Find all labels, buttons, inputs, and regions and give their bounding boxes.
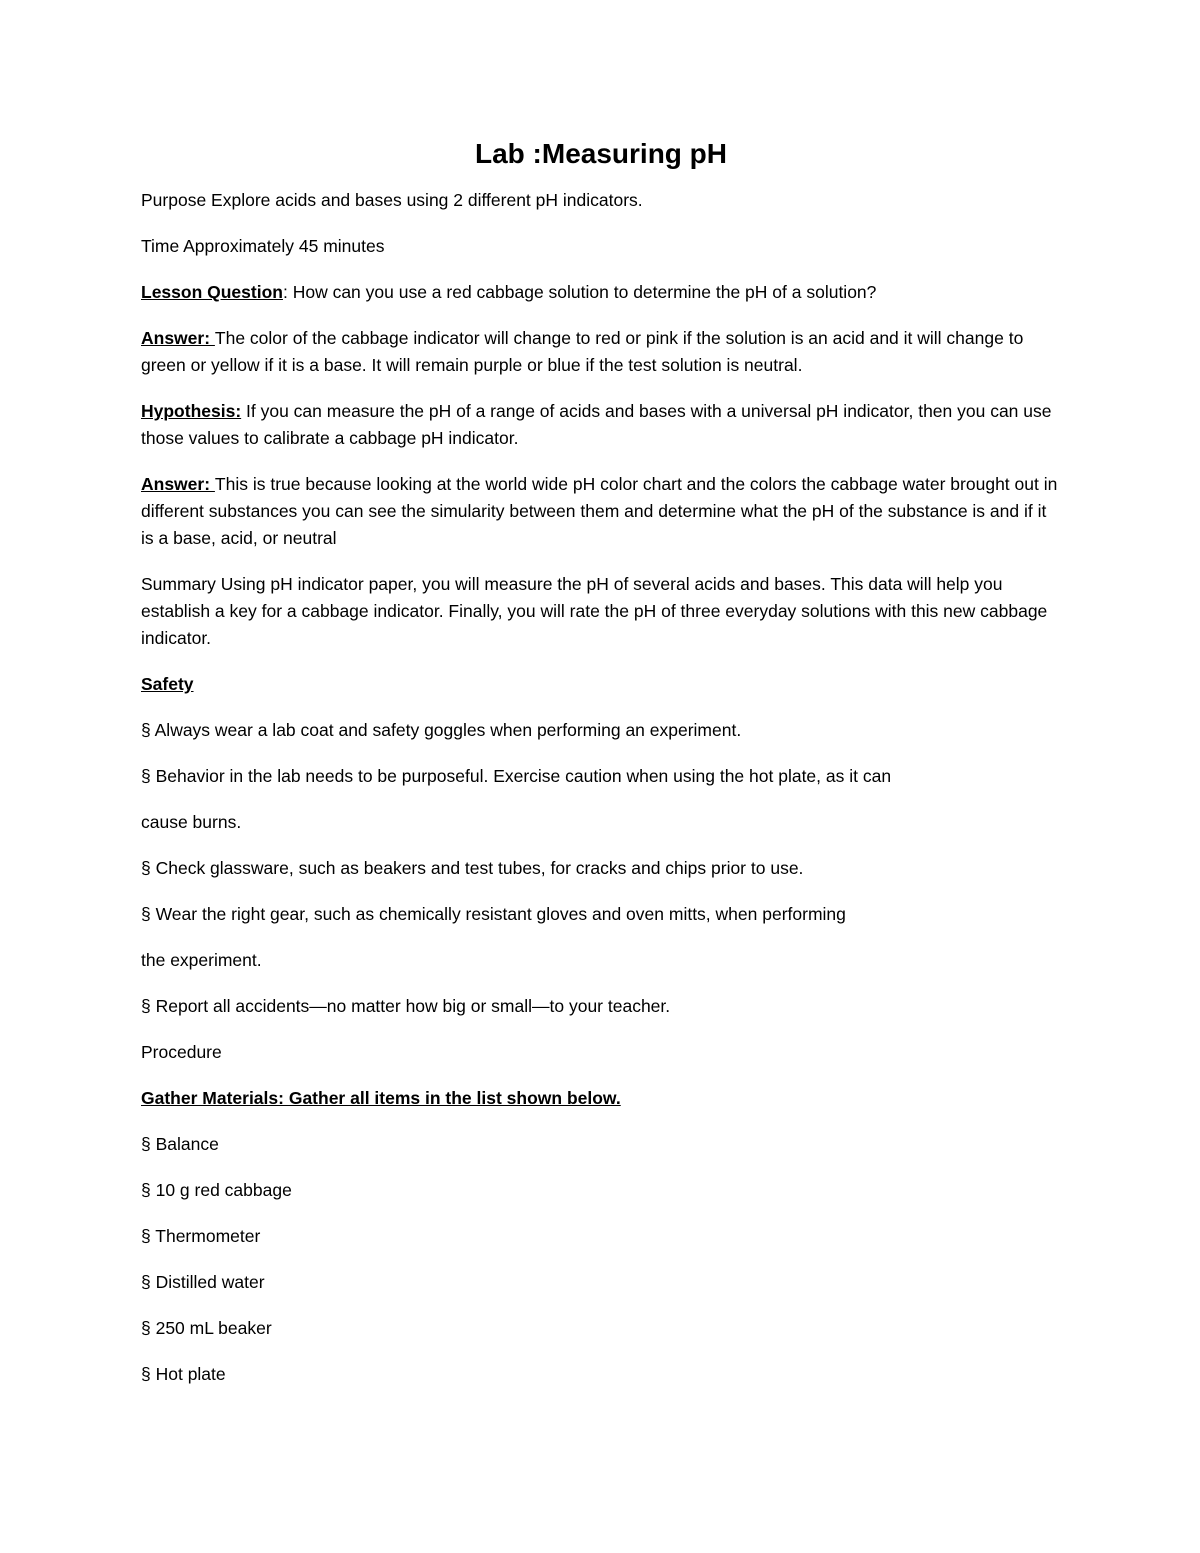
safety-line: § Wear the right gear, such as chemically resistant gloves and oven mitts, when performing — [141, 904, 846, 924]
material-item: § 250 mL beaker — [141, 1318, 272, 1338]
material-item: § Thermometer — [141, 1226, 261, 1246]
answer-1-paragraph — [141, 325, 1061, 379]
material-item: § Distilled water — [141, 1272, 265, 1292]
procedure-heading: Procedure — [141, 1042, 222, 1062]
answer-2-label: Answer: — [141, 474, 215, 494]
lesson-question-paragraph — [141, 279, 1061, 306]
safety-line: § Report all accidents—no matter how big or small—to your teacher. — [141, 996, 671, 1016]
safety-line: § Always wear a lab coat and safety goggles when performing an experiment. — [141, 720, 742, 740]
hypothesis-paragraph — [141, 398, 1061, 452]
safety-heading: Safety — [141, 674, 194, 694]
material-item: § Balance — [141, 1134, 219, 1154]
answer-1-label: Answer: — [141, 328, 215, 348]
material-item: § Hot plate — [141, 1364, 226, 1384]
safety-line: § Behavior in the lab needs to be purposeful. Exercise caution when using the hot plate, as it can — [141, 766, 892, 786]
safety-line: cause burns. — [141, 812, 242, 832]
safety-line: the experiment. — [141, 950, 262, 970]
materials-heading: Gather Materials: Gather all items in the list shown below. — [141, 1088, 621, 1108]
hypothesis-label: Hypothesis: — [141, 401, 242, 421]
answer-2-paragraph — [141, 471, 1061, 552]
hypothesis-text: If you can measure the pH of a range of acids and bases with a universal pH indicator, then you can use those values to calibrate a cabbage pH indicator. — [141, 401, 1052, 448]
purpose-text: Purpose Explore acids and bases using 2 different pH indicators. — [141, 190, 643, 210]
document-body — [141, 134, 1061, 1407]
answer-1-text: The color of the cabbage indicator will change to red or pink if the solution is an acid and it will change to green or yellow if it is a base. It will remain purple or blue if the test solution is neutral. — [141, 328, 1024, 375]
safety-line: § Check glassware, such as beakers and test tubes, for cracks and chips prior to use. — [141, 858, 804, 878]
answer-2-text: This is true because looking at the world wide pH color chart and the colors the cabbage water brought out in different substances you can see the simularity between them and determine what the pH of the substance is and if it is a base, acid, or neutral — [141, 474, 1058, 548]
time-text: Time Approximately 45 minutes — [141, 236, 385, 256]
summary-text: Summary Using pH indicator paper, you will measure the pH of several acids and bases. This data will help you establish a key for a cabbage indicator. Finally, you will rate the pH of three everyday solutions with this new cabbage indicator. — [141, 574, 1048, 648]
material-item: § 10 g red cabbage — [141, 1180, 292, 1200]
lesson-question-label: Lesson Question — [141, 282, 283, 302]
page-title: Lab :Measuring pH — [474, 138, 727, 169]
lesson-question-text: : How can you use a red cabbage solution to determine the pH of a solution? — [282, 282, 877, 302]
